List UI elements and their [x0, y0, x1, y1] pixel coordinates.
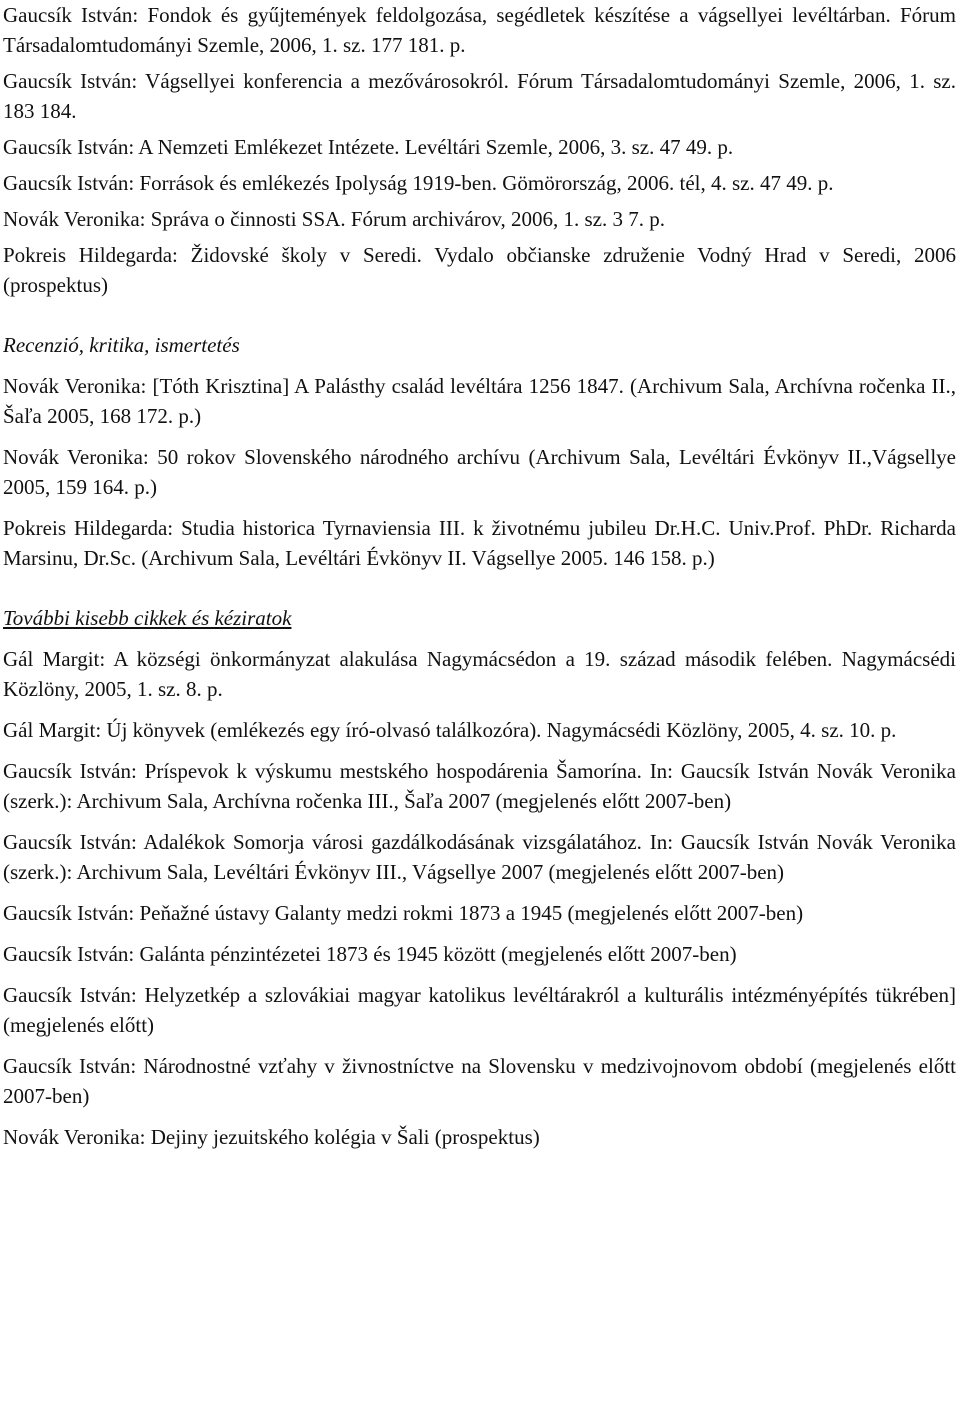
article-entry: Gál Margit: Új könyvek (emlékezés egy író-olvasó találkozóra). Nagymácsédi Közlöny, 2005, 4. sz. 10. p. — [3, 718, 897, 742]
article-entry: Gaucsík István: Galánta pénzintézetei 1873 és 1945 között (megjelenés előtt 2007-ben) — [3, 942, 737, 966]
section-heading: További kisebb cikkek és kéziratok — [3, 606, 292, 630]
spacer — [3, 573, 956, 603]
articles-section — [3, 603, 956, 1152]
publication-list — [3, 0, 956, 300]
document-page — [3, 0, 956, 1152]
article-entry: Gaucsík István: Národnostné vzťahy v živnostníctve na Slovensku v medzivojnovom období (megjelenés előtt 2007-ben) — [3, 1054, 956, 1108]
spacer — [3, 887, 956, 898]
publication-entry: Gaucsík István: Források és emlékezés Ipolyság 1919-ben. Gömörország, 2006. tél, 4. sz. 47 49. p. — [3, 171, 834, 195]
spacer — [3, 1111, 956, 1122]
section-heading: Recenzió, kritika, ismertetés — [3, 333, 240, 357]
spacer — [3, 633, 956, 644]
article-entry: Gaucsík István: Príspevok k výskumu mestského hospodárenia Šamorína. In: Gaucsík István Novák Veronika (szerk.): Archivum Sala, Archívna ročenka III., Šaľa 2007 (megjelenés előtt 2007-ben) — [3, 759, 956, 813]
spacer — [3, 816, 956, 827]
review-entry: Pokreis Hildegarda: Studia historica Tyrnaviensia III. k životnému jubileu Dr.H.C. Univ.Prof. PhDr. Richarda Marsinu, Dr.Sc. (Archivum Sala, Levéltári Évkönyv II. Vágsellye 2005. 146 158. p.) — [3, 516, 956, 570]
spacer — [3, 704, 956, 715]
publication-entry: Gaucsík István: Fondok és gyűjtemények feldolgozása, segédletek készítése a vágsellyei levéltárban. Fórum Társadalomtudományi Szemle, 2006, 1. sz. 177 181. p. — [3, 3, 956, 57]
spacer — [3, 300, 956, 330]
article-entry: Gaucsík István: Adalékok Somorja városi gazdálkodásának vizsgálatához. In: Gaucsík István Novák Veronika (szerk.): Archivum Sala, Levéltári Évkönyv III., Vágsellye 2007 (megjelenés előtt 2007-ben) — [3, 830, 956, 884]
review-entry: Novák Veronika: [Tóth Krisztina] A Palásthy család levéltára 1256 1847. (Archivum Sala, Archívna ročenka II., Šaľa 2005, 168 172. p.) — [3, 374, 956, 428]
article-entry: Gál Margit: A községi önkormányzat alakulása Nagymácsédon a 19. század második felében. Nagymácsédi Közlöny, 2005, 1. sz. 8. p. — [3, 647, 956, 701]
publication-entry: Gaucsík István: Vágsellyei konferencia a mezővárosokról. Fórum Társadalomtudományi Szemle, 2006, 1. sz. 183 184. — [3, 69, 956, 123]
spacer — [3, 969, 956, 980]
review-entry: Novák Veronika: 50 rokov Slovenského národného archívu (Archivum Sala, Levéltári Évkönyv II.,Vágsellye 2005, 159 164. p.) — [3, 445, 956, 499]
spacer — [3, 745, 956, 756]
article-entry: Gaucsík István: Peňažné ústavy Galanty medzi rokmi 1873 a 1945 (megjelenés előtt 2007-ben) — [3, 901, 804, 925]
spacer — [3, 1040, 956, 1051]
publication-entry: Novák Veronika: Správa o činnosti SSA. Fórum archivárov, 2006, 1. sz. 3 7. p. — [3, 207, 666, 231]
spacer — [3, 431, 956, 442]
spacer — [3, 928, 956, 939]
spacer — [3, 502, 956, 513]
article-entry: Novák Veronika: Dejiny jezuitského kolégia v Šali (prospektus) — [3, 1125, 540, 1149]
publication-entry: Pokreis Hildegarda: Židovské školy v Seredi. Vydalo občianske združenie Vodný Hrad v Seredi, 2006 (prospektus) — [3, 243, 956, 297]
reviews-section — [3, 330, 956, 573]
article-entry: Gaucsík István: Helyzetkép a szlovákiai magyar katolikus levéltárakról a kulturális intézményépítés tükrében] (megjelenés előtt) — [3, 983, 956, 1037]
spacer — [3, 360, 956, 371]
publication-entry: Gaucsík István: A Nemzeti Emlékezet Intézete. Levéltári Szemle, 2006, 3. sz. 47 49. p. — [3, 135, 734, 159]
